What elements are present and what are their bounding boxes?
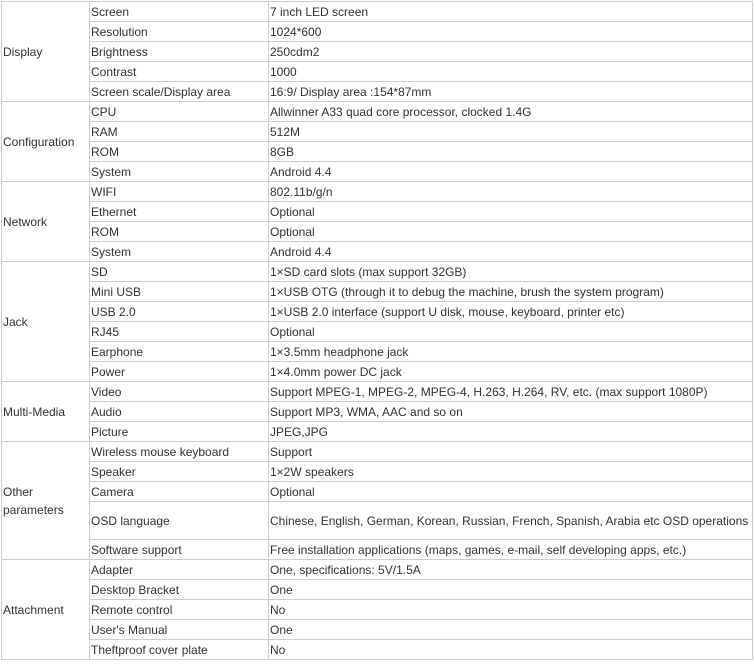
table-row xyxy=(2,600,753,620)
category-cell: Attachment xyxy=(2,560,90,660)
spec-value-cell: JPEG,JPG xyxy=(269,422,753,442)
table-row xyxy=(2,2,753,22)
table-row xyxy=(2,640,753,660)
table-row xyxy=(2,462,753,482)
category-cell: Configuration xyxy=(2,102,90,182)
table-row xyxy=(2,540,753,560)
spec-label-cell: USB 2.0 xyxy=(90,302,269,322)
spec-value-cell: One, specifications: 5V/1.5A xyxy=(269,560,753,580)
spec-label-cell: Brightness xyxy=(90,42,269,62)
table-row xyxy=(2,162,753,182)
spec-value-cell: 1×2W speakers xyxy=(269,462,753,482)
spec-value-cell: No xyxy=(269,600,753,620)
spec-value-cell: 16:9/ Display area :154*87mm xyxy=(269,82,753,102)
spec-value-cell: 1×4.0mm power DC jack xyxy=(269,362,753,382)
table-row xyxy=(2,82,753,102)
spec-label-cell: Power xyxy=(90,362,269,382)
table-row xyxy=(2,322,753,342)
spec-value-cell: Support xyxy=(269,442,753,462)
table-row xyxy=(2,580,753,600)
table-row xyxy=(2,42,753,62)
spec-value-cell: 1000 xyxy=(269,62,753,82)
table-row xyxy=(2,362,753,382)
spec-value-cell: 7 inch LED screen xyxy=(269,2,753,22)
spec-label-cell: Ethernet xyxy=(90,202,269,222)
spec-label-cell: User's Manual xyxy=(90,620,269,640)
spec-value-cell: 8GB xyxy=(269,142,753,162)
table-row xyxy=(2,62,753,82)
table-row xyxy=(2,22,753,42)
spec-table xyxy=(1,1,753,660)
table-row xyxy=(2,282,753,302)
category-cell: Display xyxy=(2,2,90,102)
table-row xyxy=(2,142,753,162)
spec-value-cell: 1×USB 2.0 interface (support U disk, mouse, keyboard, printer etc) xyxy=(269,302,753,322)
table-row xyxy=(2,402,753,422)
spec-label-cell: Wireless mouse keyboard xyxy=(90,442,269,462)
category-cell: Multi-Media xyxy=(2,382,90,442)
table-row xyxy=(2,242,753,262)
spec-label-cell: CPU xyxy=(90,102,269,122)
spec-value-cell: 1×3.5mm headphone jack xyxy=(269,342,753,362)
spec-label-cell: Earphone xyxy=(90,342,269,362)
spec-label-cell: RJ45 xyxy=(90,322,269,342)
spec-value-cell: Optional xyxy=(269,482,753,502)
spec-value-cell: Optional xyxy=(269,222,753,242)
spec-label-cell: OSD language xyxy=(90,502,269,540)
spec-label-cell: Camera xyxy=(90,482,269,502)
spec-value-cell: 1×USB OTG (through it to debug the machine, brush the system program) xyxy=(269,282,753,302)
spec-value-cell: Allwinner A33 quad core processor, clocked 1.4G xyxy=(269,102,753,122)
spec-value-cell: Android 4.4 xyxy=(269,162,753,182)
spec-value-cell: Optional xyxy=(269,322,753,342)
spec-label-cell: System xyxy=(90,162,269,182)
table-row xyxy=(2,262,753,282)
spec-label-cell: Remote control xyxy=(90,600,269,620)
spec-label-cell: Mini USB xyxy=(90,282,269,302)
table-row xyxy=(2,422,753,442)
table-row xyxy=(2,482,753,502)
spec-label-cell: Theftproof cover plate xyxy=(90,640,269,660)
spec-label-cell: ROM xyxy=(90,222,269,242)
table-row xyxy=(2,442,753,462)
table-row xyxy=(2,202,753,222)
table-row xyxy=(2,620,753,640)
spec-label-cell: Speaker xyxy=(90,462,269,482)
spec-label-cell: Screen xyxy=(90,2,269,22)
table-row xyxy=(2,382,753,402)
spec-value-cell: Android 4.4 xyxy=(269,242,753,262)
category-cell: Jack xyxy=(2,262,90,382)
table-row xyxy=(2,122,753,142)
spec-value-cell: 1024*600 xyxy=(269,22,753,42)
spec-value-cell: 250cdm2 xyxy=(269,42,753,62)
spec-value-cell: 1×SD card slots (max support 32GB) xyxy=(269,262,753,282)
spec-label-cell: Contrast xyxy=(90,62,269,82)
table-row xyxy=(2,182,753,202)
spec-value-cell: No xyxy=(269,640,753,660)
spec-value-cell: 512M xyxy=(269,122,753,142)
spec-label-cell: Audio xyxy=(90,402,269,422)
table-row xyxy=(2,302,753,322)
spec-value-cell: 802.11b/g/n xyxy=(269,182,753,202)
spec-label-cell: Video xyxy=(90,382,269,402)
table-row xyxy=(2,222,753,242)
spec-value-cell: Support MP3, WMA, AAC and so on xyxy=(269,402,753,422)
spec-label-cell: Screen scale/Display area xyxy=(90,82,269,102)
spec-label-cell: Picture xyxy=(90,422,269,442)
table-row xyxy=(2,560,753,580)
spec-label-cell: Desktop Bracket xyxy=(90,580,269,600)
spec-table-body xyxy=(2,2,753,660)
spec-label-cell: SD xyxy=(90,262,269,282)
spec-label-cell: Software support xyxy=(90,540,269,560)
spec-label-cell: RAM xyxy=(90,122,269,142)
spec-label-cell: Resolution xyxy=(90,22,269,42)
spec-label-cell: ROM xyxy=(90,142,269,162)
table-row xyxy=(2,342,753,362)
spec-value-cell: Support MPEG-1, MPEG-2, MPEG-4, H.263, H.264, RV, etc. (max support 1080P) xyxy=(269,382,753,402)
table-row xyxy=(2,502,753,540)
category-cell: Other parameters xyxy=(2,442,90,560)
spec-value-cell: One xyxy=(269,580,753,600)
table-row xyxy=(2,102,753,122)
spec-value-cell: Free installation applications (maps, games, e-mail, self developing apps, etc.) xyxy=(269,540,753,560)
category-cell: Network xyxy=(2,182,90,262)
spec-value-cell: Optional xyxy=(269,202,753,222)
spec-label-cell: System xyxy=(90,242,269,262)
spec-label-cell: Adapter xyxy=(90,560,269,580)
spec-label-cell: WIFI xyxy=(90,182,269,202)
spec-value-cell: Chinese, English, German, Korean, Russian, French, Spanish, Arabia etc OSD operations xyxy=(269,502,753,540)
spec-value-cell: One xyxy=(269,620,753,640)
